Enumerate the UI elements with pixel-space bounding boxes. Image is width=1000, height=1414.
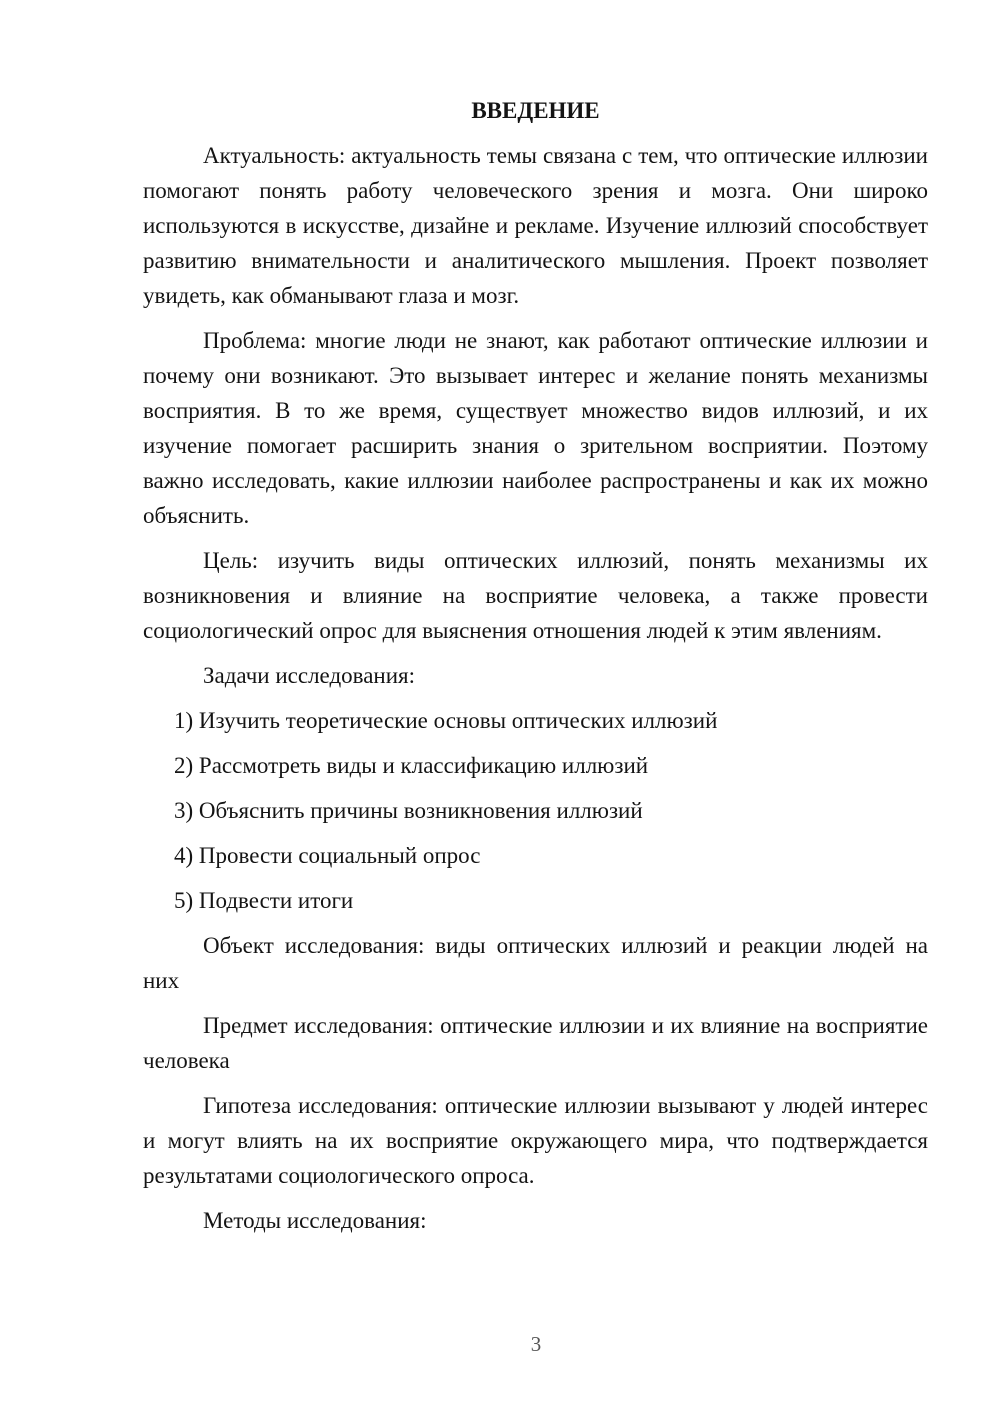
methods-heading: Методы исследования: (203, 1208, 427, 1233)
document-page (143, 93, 928, 1248)
task-item: 3) Объяснить причины возникновения иллюзий (174, 798, 643, 823)
task-item: 4) Провести социальный опрос (174, 843, 481, 868)
goal-paragraph: Цель: изучить виды оптических иллюзий, понять механизмы их возникновения и влияние на восприятие человека, а также провести социологический опрос для выяснения отношения людей к этим явлениям. (143, 548, 928, 643)
task-item: 5) Подвести итоги (174, 888, 354, 913)
object-paragraph: Объект исследования: виды оптических иллюзий и реакции людей на них (143, 933, 928, 993)
section-title: ВВЕДЕНИЕ (471, 98, 600, 123)
hypothesis-paragraph: Гипотеза исследования: оптические иллюзии вызывают у людей интерес и могут влиять на их восприятие окружающего мира, что подтверждается результатами социологического опроса. (143, 1093, 928, 1188)
relevance-paragraph: Актуальность: актуальность темы связана с тем, что оптические иллюзии помогают понять работу человеческого зрения и мозга. Они широко используются в искусстве, дизайне и рекламе. Изучение иллюзий способствует развитию внимательности и аналитического мышления. Проект позволяет увидеть, как обманывают глаза и мозг. (143, 143, 928, 308)
tasks-heading: Задачи исследования: (203, 663, 416, 688)
problem-paragraph: Проблема: многие люди не знают, как работают оптические иллюзии и почему они возникают. Это вызывает интерес и желание понять механизмы восприятия. В то же время, существует множество видов иллюзий, и их изучение помогает расширить знания о зрительном восприятии. Поэтому важно исследовать, какие иллюзии наиболее распространены и как их можно объяснить. (143, 328, 928, 528)
task-item: 1) Изучить теоретические основы оптических иллюзий (174, 708, 718, 733)
tasks-list (143, 703, 928, 918)
task-item: 2) Рассмотреть виды и классификацию иллюзий (174, 753, 649, 778)
page-number: 3 (530, 1332, 542, 1356)
subject-paragraph: Предмет исследования: оптические иллюзии и их влияние на восприятие человека (143, 1013, 928, 1073)
